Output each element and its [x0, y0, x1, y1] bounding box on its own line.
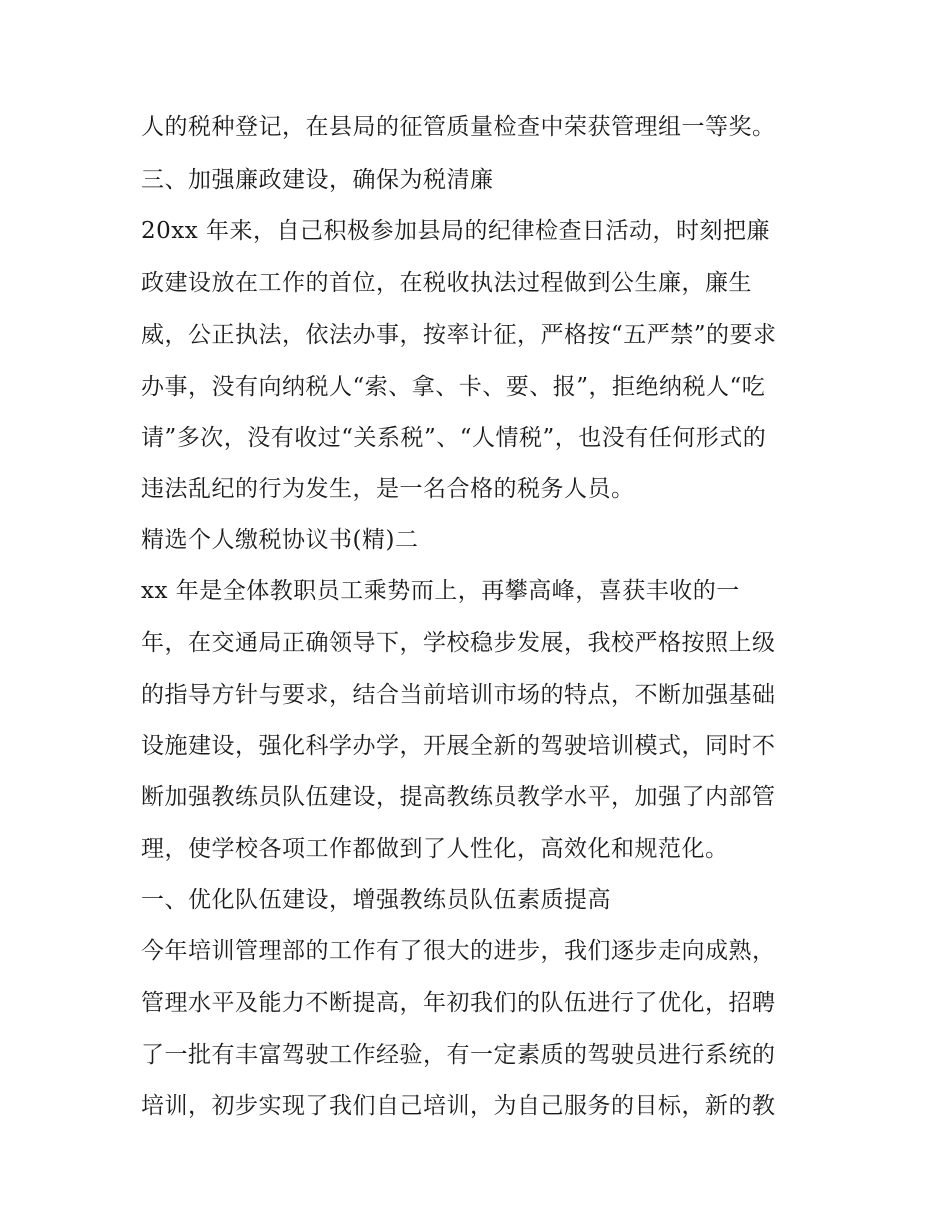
- text-line: 断加强教练员队伍建设，提高教练员教学水平，加强了内部管: [141, 784, 776, 810]
- text-line: 了一批有丰富驾驶工作经验，有一定素质的驾驶员进行系统的: [141, 1042, 776, 1068]
- text-line: 培训，初步实现了我们自己培训，为自己服务的目标，新的教: [141, 1093, 776, 1119]
- section-heading: 一、优化队伍建设，增强教练员队伍素质提高: [141, 887, 611, 913]
- text-line: xx 年是全体教职员工乘势而上，再攀高峰，喜获丰收的一: [141, 578, 740, 604]
- text-line: 管理水平及能力不断提高，年初我们的队伍进行了优化，招聘: [141, 990, 776, 1016]
- section-heading: 三、加强廉政建设，确保为税清廉: [141, 167, 494, 193]
- text-line: 设施建设，强化科学办学，开展全新的驾驶培训模式，同时不: [141, 733, 776, 759]
- text-line: 的指导方针与要求，结合当前培训市场的特点，不断加强基础: [141, 682, 776, 708]
- text-line: 办事，没有向纳税人“索、拿、卡、要、报”，拒绝纳税人“吃: [141, 374, 766, 400]
- text-line: 请”多次，没有收过“关系税”、“人情税”，也没有任何形式的: [141, 425, 767, 451]
- text-line: 政建设放在工作的首位，在税收执法过程做到公生廉，廉生: [141, 270, 752, 296]
- document-subtitle: 精选个人缴税协议书(精)二: [141, 527, 419, 553]
- text-line: 20xx 年来，自己积极参加县局的纪律检查日活动，时刻把廉: [141, 218, 771, 244]
- text-line: 年，在交通局正确领导下，学校稳步发展，我校严格按照上级: [141, 630, 776, 656]
- text-line: 理，使学校各项工作都做到了人性化，高效化和规范化。: [141, 836, 729, 862]
- text-line: 人的税种登记，在县局的征管质量检查中荣获管理组一等奖。: [141, 114, 776, 140]
- text-line: 今年培训管理部的工作有了很大的进步，我们逐步走向成熟，: [141, 938, 776, 964]
- text-line: 违法乱纪的行为发生，是一名合格的税务人员。: [141, 476, 635, 502]
- text-line: 威，公正执法，依法办事，按率计征，严格按“五严禁”的要求: [141, 322, 777, 348]
